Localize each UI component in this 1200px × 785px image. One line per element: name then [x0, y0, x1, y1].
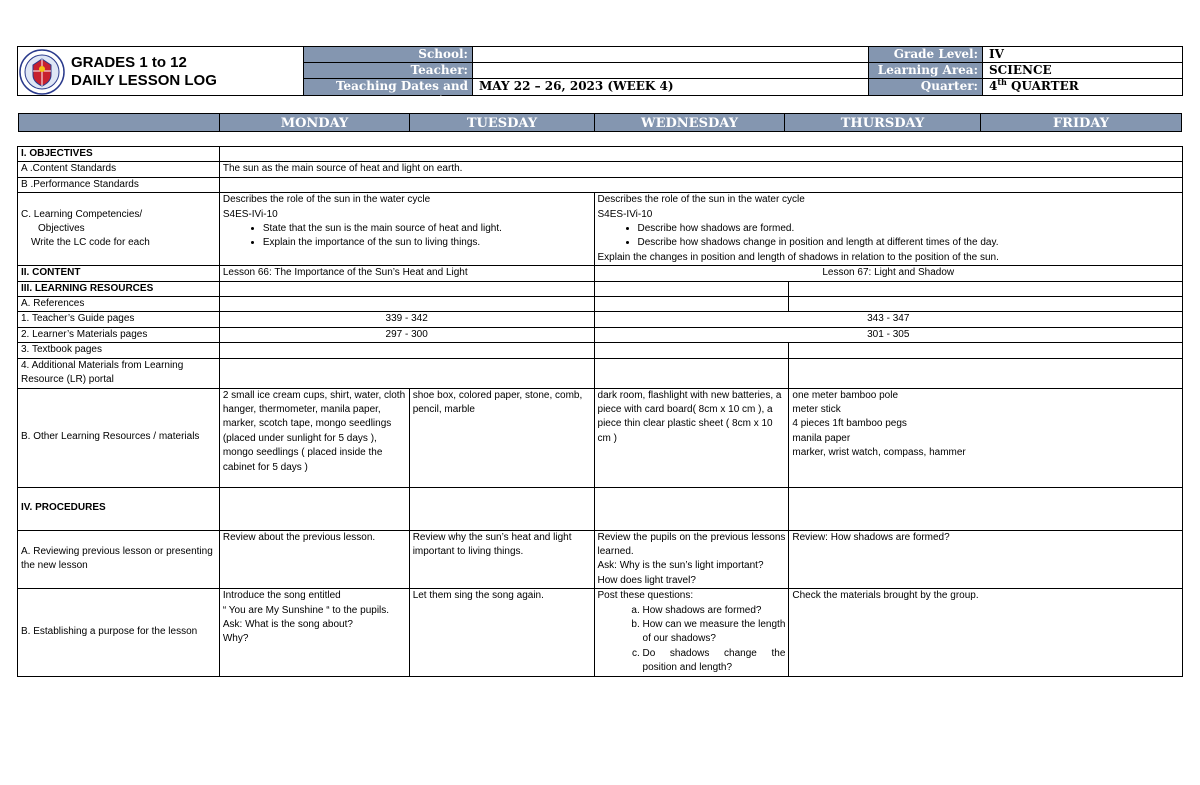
table-row	[18, 589, 1183, 676]
table-row	[18, 177, 1183, 192]
table-row	[18, 487, 1183, 530]
references-label: A. References	[18, 297, 220, 312]
content-lesson-67: Lesson 67: Light and Shadow	[594, 266, 1182, 281]
deped-seal-logo	[19, 49, 65, 95]
other-resources-tuesday: shoe box, colored paper, stone, comb, pencil, marble	[409, 388, 594, 487]
teaching-dates-label: Teaching Dates and Time:	[304, 79, 472, 95]
learning-resources-label: III. LEARNING RESOURCES	[18, 281, 220, 296]
day-tuesday: TUESDAY	[409, 113, 595, 132]
performance-standards-label: B .Performance Standards	[18, 177, 220, 192]
quarter-value: 4th QUARTER	[989, 77, 1079, 93]
review-monday: Review about the previous lesson.	[219, 530, 409, 589]
table-row	[18, 147, 1183, 162]
table-row	[18, 297, 1183, 312]
grade-level-label: Grade Level:	[869, 47, 982, 62]
list-item: c. Do shadows change the position and length?	[643, 647, 786, 676]
list-item: • Describe how shadows change in position and length at different times of the day.	[638, 236, 1179, 250]
list-item: • Explain the importance of the sun to living things.	[263, 236, 591, 250]
table-row	[18, 312, 1183, 327]
content-label: II. CONTENT	[18, 266, 220, 281]
teacher-label: Teacher:	[304, 63, 472, 78]
school-field[interactable]	[473, 47, 868, 62]
title-daily-lesson-log: DAILY LESSON LOG	[71, 72, 217, 89]
other-resources-monday: 2 small ice cream cups, shirt, water, cloth hanger, thermometer, manila paper, marker, scotch tape, mongo seedlings (placed under sunlight for 5 days ), mongo seedlings ( placed inside the cabinet for 5 days )	[219, 388, 409, 487]
lc-monday-tuesday: Describes the role of the sun in the water cycle S4ES-IVi-10 • State that the sun is the main source of heat and light. • Explain the importance of the sun to living things.	[219, 193, 594, 266]
days-header	[18, 113, 1182, 132]
teachers-guide-label: 1. Teacher’s Guide pages	[18, 312, 220, 327]
review-wednesday: Review the pupils on the previous lessons learned. Ask: Why is the sun’s light important? How does light travel?	[594, 530, 789, 589]
other-resources-thursday: one meter bamboo pole meter stick 4 pieces 1ft bamboo pegs manila paper marker, wrist watch, compass, hammer	[789, 388, 1183, 487]
list-item: • State that the sun is the main source of heat and light.	[263, 222, 591, 236]
purpose-tuesday: Let them sing the song again.	[409, 589, 594, 676]
content-lesson-66: Lesson 66: The Importance of the Sun’s Heat and Light	[219, 266, 594, 281]
day-monday: MONDAY	[219, 113, 410, 132]
purpose-monday: Introduce the song entitled “ You are My Sunshine “ to the pupils. Ask: What is the song about? Why?	[219, 589, 409, 676]
table-row	[18, 266, 1183, 281]
quarter-label: Quarter:	[869, 79, 982, 95]
title-grades: GRADES 1 to 12	[71, 54, 187, 71]
other-resources-label: B. Other Learning Resources / materials	[18, 388, 220, 487]
additional-materials-label: 4. Additional Materials from Learning Resource (LR) portal	[18, 358, 220, 388]
day-thursday: THURSDAY	[784, 113, 981, 132]
table-row	[18, 327, 1183, 342]
objectives-label: I. OBJECTIVES	[18, 147, 220, 162]
teachers-guide-pages-left: 339 - 342	[219, 312, 594, 327]
table-row	[18, 193, 1183, 266]
teaching-dates-value: MAY 22 – 26, 2023 (WEEK 4)	[479, 79, 674, 93]
table-row	[18, 530, 1183, 589]
purpose-thursday: Check the materials brought by the group.	[789, 589, 1183, 676]
days-header-blank	[18, 113, 220, 132]
learning-competencies-label: C. Learning Competencies/ Objectives Write the LC code for each	[18, 193, 220, 266]
purpose-wednesday: Post these questions: a. How shadows are formed? b. How can we measure the length of our shadows? c. Do shadows change the position and length?	[594, 589, 789, 676]
table-row	[18, 162, 1183, 177]
table-row	[18, 343, 1183, 358]
grade-level-value: IV	[989, 47, 1004, 61]
learning-area-label: Learning Area:	[869, 63, 982, 78]
review-thursday: Review: How shadows are formed?	[789, 530, 1183, 589]
content-standards-label: A .Content Standards	[18, 162, 220, 177]
teachers-guide-pages-right: 343 - 347	[594, 312, 1182, 327]
establishing-purpose-label: B. Establishing a purpose for the lesson	[18, 589, 220, 676]
learners-materials-pages-left: 297 - 300	[219, 327, 594, 342]
teacher-field[interactable]	[473, 63, 868, 78]
learners-materials-pages-right: 301 - 305	[594, 327, 1182, 342]
textbook-pages-label: 3. Textbook pages	[18, 343, 220, 358]
learners-materials-label: 2. Learner’s Materials pages	[18, 327, 220, 342]
day-wednesday: WEDNESDAY	[594, 113, 785, 132]
list-item: a. How shadows are formed?	[643, 604, 786, 618]
table-row	[18, 358, 1183, 388]
table-row	[18, 281, 1183, 296]
procedures-label: IV. PROCEDURES	[18, 487, 220, 530]
learning-area-value: SCIENCE	[989, 63, 1052, 77]
other-resources-wednesday: dark room, flashlight with new batteries, a piece with card board( 8cm x 10 cm ), a piece thin clear plastic sheet ( 8cm x 10 cm )	[594, 388, 789, 487]
review-tuesday: Review why the sun’s heat and light important to living things.	[409, 530, 594, 589]
school-label: School:	[304, 47, 472, 62]
reviewing-lesson-label: A. Reviewing previous lesson or presenting the new lesson	[18, 530, 220, 589]
lesson-log-table	[17, 146, 1183, 677]
content-standards-value: The sun as the main source of heat and light on earth.	[219, 162, 1182, 177]
lc-wednesday-thursday: Describes the role of the sun in the water cycle S4ES-IVi-10 • Describe how shadows are formed. • Describe how shadows change in position and length at different times of the day. Explain the changes in position and length of shadows in relation to the position of the sun.	[594, 193, 1182, 266]
list-item: b. How can we measure the length of our shadows?	[643, 618, 786, 647]
day-friday: FRIDAY	[980, 113, 1182, 132]
table-row	[18, 388, 1183, 487]
list-item: • Describe how shadows are formed.	[638, 222, 1179, 236]
